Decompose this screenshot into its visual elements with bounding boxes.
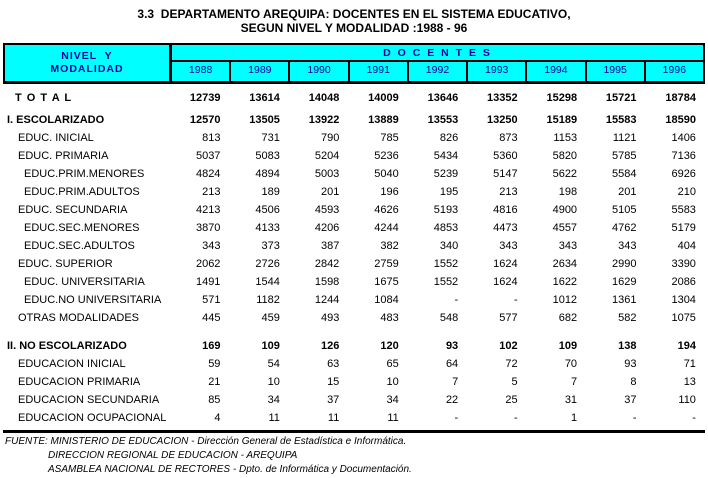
cell-value: 4853 <box>433 222 459 234</box>
cell-value: 1361 <box>612 294 637 306</box>
cell-value: - <box>454 412 459 424</box>
cell-value: 194 <box>677 340 696 352</box>
cell-value: - <box>632 412 637 424</box>
cell-value: 4762 <box>612 222 637 234</box>
table-row <box>3 355 705 373</box>
cell-value: 13646 <box>427 92 459 104</box>
cell-value: 4557 <box>552 222 578 234</box>
cell-value: 7 <box>570 376 578 388</box>
cell-value: 2086 <box>671 276 696 288</box>
cell-value: 1491 <box>195 276 221 288</box>
cell-value: 5040 <box>374 168 399 180</box>
cell-value: 54 <box>267 358 280 370</box>
table-row <box>3 373 705 391</box>
cell-value: 210 <box>677 186 696 198</box>
cell-value: 213 <box>202 186 221 198</box>
year-header: 1988 <box>188 64 213 76</box>
col-header-line2: MODALIDAD <box>50 63 124 75</box>
cell-value: 14009 <box>368 92 399 104</box>
cell-value: 682 <box>558 312 578 324</box>
bottom-divider <box>3 430 705 433</box>
cell-value: 13250 <box>487 114 518 126</box>
cell-value: 126 <box>320 340 340 352</box>
table-row <box>3 273 705 291</box>
cell-value: 577 <box>499 312 518 324</box>
table-row <box>3 309 705 327</box>
cell-value: 5083 <box>255 150 280 162</box>
cell-value: - <box>692 412 696 424</box>
table-title-line2: SEGUN NIVEL Y MODALIDAD :1988 - 96 <box>240 21 468 35</box>
cell-value: 343 <box>499 240 518 252</box>
row-label: EDUC. PRIMARIA <box>18 150 109 162</box>
cell-value: 1598 <box>314 276 340 288</box>
cell-value: 1182 <box>256 294 280 306</box>
table-header <box>3 43 705 84</box>
cell-value: 2726 <box>255 258 280 270</box>
cell-value: 1244 <box>314 294 340 306</box>
cell-value: 1084 <box>374 294 399 306</box>
cell-value: 109 <box>261 340 280 352</box>
cell-value: 71 <box>683 358 696 370</box>
cell-value: 18590 <box>665 114 696 126</box>
row-label: EDUC.PRIM.MENORES <box>24 168 145 180</box>
cell-value: 11 <box>387 412 399 424</box>
table-row <box>3 337 705 355</box>
table-row <box>3 183 705 201</box>
cell-value: 5003 <box>314 168 340 180</box>
cell-value: 213 <box>499 186 518 198</box>
cell-value: 13553 <box>427 114 459 126</box>
cell-value: 4133 <box>255 222 280 234</box>
source-line1: FUENTE: MINISTERIO DE EDUCACION - Dirección General de Estadística e Informática. <box>5 436 407 447</box>
cell-value: - <box>513 412 518 424</box>
cell-value: 11 <box>327 412 340 424</box>
cell-value: 1121 <box>612 132 637 144</box>
cell-value: 7136 <box>671 150 696 162</box>
cell-value: 4824 <box>195 168 221 180</box>
cell-value: 25 <box>505 394 518 406</box>
cell-value: 404 <box>677 240 696 252</box>
cell-value: 5179 <box>671 222 696 234</box>
cell-value: 110 <box>678 394 696 406</box>
table-row <box>3 147 705 165</box>
cell-value: 13889 <box>368 114 399 126</box>
cell-value: 2990 <box>612 258 637 270</box>
cell-value: 12739 <box>189 92 221 104</box>
row-label: EDUCACION SECUNDARIA <box>18 394 160 406</box>
cell-value: 4593 <box>314 204 340 216</box>
cell-value: 4816 <box>493 204 518 216</box>
row-label: EDUC. UNIVERSITARIA <box>24 276 145 288</box>
cell-value: 582 <box>618 312 637 324</box>
cell-value: 493 <box>320 312 340 324</box>
cell-value: 5820 <box>552 150 578 162</box>
year-header: 1993 <box>466 62 525 81</box>
cell-value: 548 <box>439 312 459 324</box>
table-row <box>3 255 705 273</box>
cell-value: 13505 <box>249 114 280 126</box>
row-label: EDUC. SECUNDARIA <box>18 204 128 216</box>
cell-value: 201 <box>320 186 340 198</box>
cell-value: 11 <box>268 412 280 424</box>
cell-value: 5360 <box>493 150 518 162</box>
cell-value: 387 <box>320 240 340 252</box>
table-row <box>3 237 705 255</box>
cell-value: 459 <box>261 312 280 324</box>
cell-value: - <box>454 294 459 306</box>
year-header: 1996 <box>644 62 703 81</box>
cell-value: 169 <box>202 340 221 352</box>
table-row <box>3 291 705 309</box>
cell-value: 4473 <box>493 222 518 234</box>
cell-value: 4244 <box>374 222 399 234</box>
cell-value: 4626 <box>374 204 399 216</box>
cell-value: 15298 <box>546 92 578 104</box>
table-row <box>3 201 705 219</box>
cell-value: 5204 <box>314 150 340 162</box>
table-title <box>0 0 708 35</box>
cell-value: 5584 <box>612 168 637 180</box>
year-header: 1989 <box>229 62 288 81</box>
header-right <box>172 45 703 81</box>
cell-value: 1544 <box>255 276 280 288</box>
cell-value: 1629 <box>612 276 637 288</box>
table-row <box>3 165 705 183</box>
cell-value: 5 <box>511 376 518 388</box>
year-header: 1991 <box>348 62 407 81</box>
cell-value: 13 <box>683 376 696 388</box>
cell-value: 22 <box>445 394 459 406</box>
cell-value: 2062 <box>195 258 221 270</box>
cell-value: 13922 <box>308 114 340 126</box>
cell-value: 72 <box>505 358 518 370</box>
cell-value: 785 <box>380 132 399 144</box>
cell-value: 93 <box>624 358 637 370</box>
cell-value: 1406 <box>671 132 696 144</box>
cell-value: 5147 <box>493 168 518 180</box>
cell-value: 1153 <box>553 132 578 144</box>
row-label: OTRAS MODALIDADES <box>18 312 140 324</box>
table-title-line1: 3.3 DEPARTAMENTO AREQUIPA: DOCENTES EN EL SISTEMA EDUCATIVO, <box>137 7 571 21</box>
cell-value: 5785 <box>612 150 637 162</box>
cell-value: 4206 <box>314 222 340 234</box>
cell-value: 571 <box>202 294 221 306</box>
row-label: EDUC. INICIAL <box>18 132 94 144</box>
cell-value: 102 <box>499 340 518 352</box>
cell-value: 2759 <box>374 258 399 270</box>
year-header: 1995 <box>585 62 644 81</box>
cell-value: 37 <box>327 394 340 406</box>
cell-value: 5236 <box>374 150 399 162</box>
cell-value: 15 <box>327 376 340 388</box>
cell-value: - <box>513 294 518 306</box>
cell-value: 1012 <box>552 294 578 306</box>
table-row <box>3 111 705 129</box>
cell-value: 813 <box>202 132 221 144</box>
cell-value: 34 <box>267 394 280 406</box>
cell-value: 195 <box>439 186 459 198</box>
cell-value: 483 <box>380 312 399 324</box>
cell-value: 7 <box>452 376 459 388</box>
table-row <box>3 89 705 107</box>
cell-value: 1075 <box>671 312 696 324</box>
cell-value: 1552 <box>433 276 459 288</box>
cell-value: 109 <box>558 340 578 352</box>
row-label: T O T A L <box>15 92 73 104</box>
cell-value: 2842 <box>314 258 340 270</box>
cell-value: 138 <box>618 340 637 352</box>
col-header-nivel-modalidad <box>5 45 172 81</box>
cell-value: 63 <box>327 358 340 370</box>
year-header: 1992 <box>407 62 466 81</box>
cell-value: 31 <box>564 394 578 406</box>
cell-value: 18784 <box>665 92 696 104</box>
cell-value: 873 <box>499 132 518 144</box>
cell-value: 120 <box>380 340 399 352</box>
row-label: EDUCACION PRIMARIA <box>18 376 141 388</box>
cell-value: 5583 <box>671 204 696 216</box>
cell-value: 731 <box>261 132 280 144</box>
cell-value: 13614 <box>249 92 280 104</box>
year-header: 1990 <box>288 62 347 81</box>
cell-value: 790 <box>320 132 340 144</box>
col-group-header-docentes: D O C E N T E S <box>172 45 703 62</box>
cell-value: 4506 <box>255 204 280 216</box>
cell-value: 5622 <box>552 168 578 180</box>
cell-value: 5193 <box>433 204 459 216</box>
cell-value: 343 <box>202 240 221 252</box>
cell-value: 15721 <box>605 92 637 104</box>
cell-value: 15583 <box>605 114 637 126</box>
table-row <box>3 391 705 409</box>
col-header-line1: NIVEL Y <box>61 50 113 62</box>
cell-value: 64 <box>445 358 459 370</box>
cell-value: 13352 <box>487 92 518 104</box>
cell-value: 189 <box>261 186 280 198</box>
source-note <box>0 435 708 477</box>
row-label: EDUC.SEC.ADULTOS <box>24 240 135 252</box>
row-label: II. NO ESCOLARIZADO <box>7 340 127 352</box>
row-label: EDUC.SEC.MENORES <box>24 222 140 234</box>
source-line2: DIRECCION REGIONAL DE EDUCACION - AREQUIPA <box>48 450 298 461</box>
cell-value: 1552 <box>433 258 459 270</box>
cell-value: 65 <box>386 358 399 370</box>
cell-value: 3390 <box>671 258 696 270</box>
cell-value: 1675 <box>374 276 399 288</box>
table-body <box>3 84 705 427</box>
cell-value: 21 <box>208 376 221 388</box>
table-row <box>3 409 705 427</box>
cell-value: 201 <box>618 186 637 198</box>
cell-value: 1 <box>570 412 578 424</box>
cell-value: 14048 <box>308 92 340 104</box>
cell-value: 6926 <box>671 168 696 180</box>
row-label: EDUCACION OCUPACIONAL <box>18 412 167 424</box>
table-row <box>3 219 705 237</box>
year-header-row <box>172 62 703 81</box>
cell-value: 5037 <box>195 150 221 162</box>
cell-value: 15189 <box>546 114 578 126</box>
cell-value: 3870 <box>195 222 221 234</box>
cell-value: 70 <box>564 358 578 370</box>
cell-value: 37 <box>624 394 637 406</box>
cell-value: 10 <box>267 376 280 388</box>
cell-value: 445 <box>202 312 221 324</box>
source-line3: ASAMBLEA NACIONAL DE RECTORES - Dpto. de Informática y Documentación. <box>48 464 412 475</box>
cell-value: 4900 <box>552 204 578 216</box>
cell-value: 1624 <box>493 276 518 288</box>
cell-value: 4894 <box>255 168 280 180</box>
cell-value: 373 <box>261 240 280 252</box>
cell-value: 2634 <box>552 258 578 270</box>
table-row <box>3 129 705 147</box>
row-label: EDUC.NO UNIVERSITARIA <box>24 294 162 306</box>
cell-value: 1624 <box>493 258 518 270</box>
cell-value: 343 <box>558 240 578 252</box>
cell-value: 382 <box>380 240 399 252</box>
cell-value: 196 <box>380 186 399 198</box>
cell-value: 198 <box>558 186 578 198</box>
year-header: 1994 <box>525 62 584 81</box>
cell-value: 1304 <box>671 294 696 306</box>
cell-value: 1622 <box>552 276 578 288</box>
cell-value: 4 <box>214 412 221 424</box>
cell-value: 10 <box>386 376 399 388</box>
cell-value: 8 <box>630 376 637 388</box>
row-label: EDUC.PRIM.ADULTOS <box>24 186 140 198</box>
cell-value: 34 <box>386 394 399 406</box>
row-label: EDUC. SUPERIOR <box>18 258 113 270</box>
cell-value: 5434 <box>433 150 459 162</box>
data-table <box>3 43 705 433</box>
row-label: EDUCACION INICIAL <box>18 358 126 370</box>
cell-value: 826 <box>439 132 459 144</box>
cell-value: 5239 <box>433 168 459 180</box>
cell-value: 12570 <box>189 114 221 126</box>
cell-value: 85 <box>208 394 221 406</box>
cell-value: 59 <box>208 358 221 370</box>
cell-value: 4213 <box>195 204 221 216</box>
cell-value: 93 <box>445 340 459 352</box>
row-label: I. ESCOLARIZADO <box>7 114 105 126</box>
cell-value: 343 <box>618 240 637 252</box>
cell-value: 340 <box>439 240 459 252</box>
cell-value: 5105 <box>612 204 637 216</box>
